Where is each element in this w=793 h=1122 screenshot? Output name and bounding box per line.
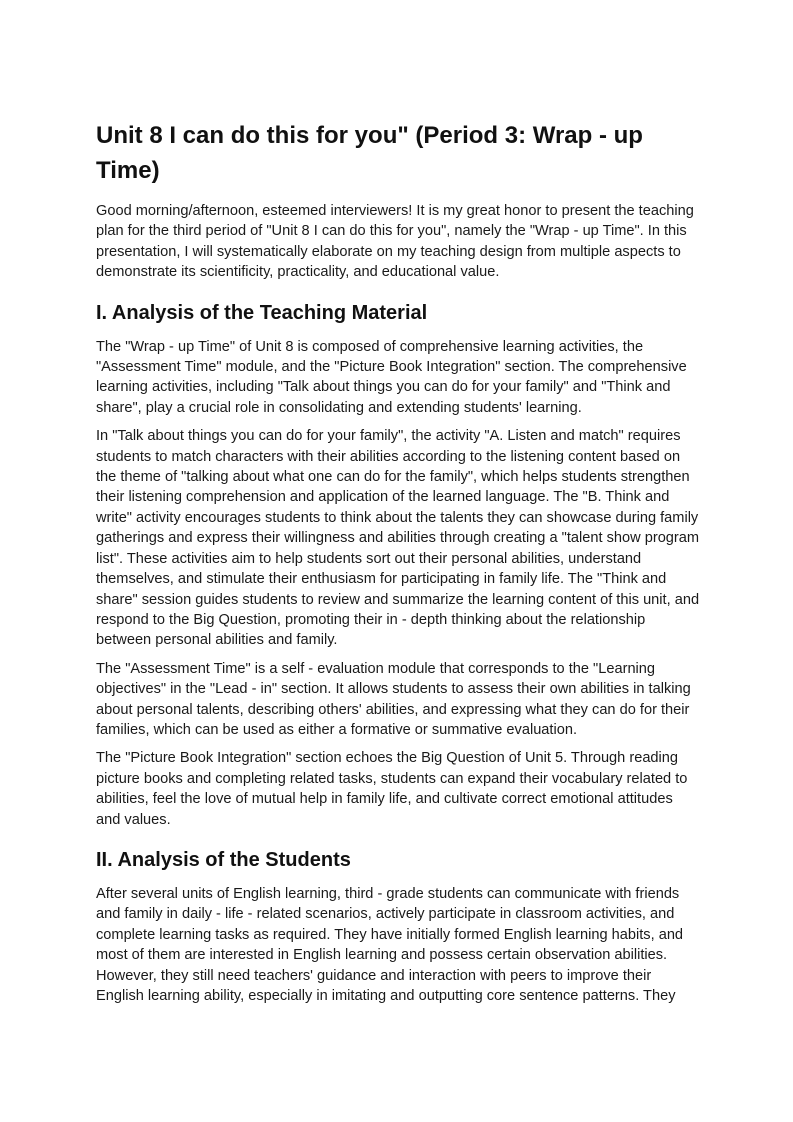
document-title: Unit 8 I can do this for you" (Period 3: Wrap - up Time) (96, 122, 643, 184)
section-teaching-material (96, 299, 700, 830)
section-heading: I. Analysis of the Teaching Material (96, 301, 428, 324)
body-paragraph: After several units of English learning, third - grade students can communicate with friends and family in daily - life - related scenarios, actively participate in classroom activities, and complete learning tasks as required. They have initially formed English learning habits, and most of them are interested in English learning and possess certain observation abilities. However, they still need teachers' guidance and interaction with peers to improve their English learning ability, especially in imitating and outputting core sentence patterns. They (96, 885, 684, 1004)
body-paragraph: In "Talk about things you can do for your family", the activity "A. Listen and match" requires students to match characters with their abilities according to the listening content based on the theme of "talking about what one can do for the family", which helps students strengthen their listening comprehension and application of the learned language. The "B. Think and write" activity encourages students to think about the talents they can showcase during family gatherings and express their willingness and abilities through creating a "talent show program list". These activities aim to help students sort out their personal abilities, understand themselves, and stimulate their enthusiasm for participating in family life. The "Think and share" session guides students to review and summarize the learning content of this unit, and respond to the Big Question, promoting their in - depth thinking about the relationship between personal abilities and family. (96, 428, 700, 649)
section-students (96, 846, 700, 1006)
document-page (96, 118, 700, 1014)
section-heading: II. Analysis of the Students (96, 848, 351, 871)
intro-paragraph: Good morning/afternoon, esteemed interviewers! It is my great honor to present the teaching plan for the third period of "Unit 8 I can do this for you", namely the "Wrap - up Time". In this presentation, I will systematically elaborate on my teaching design from multiple aspects to demonstrate its scientificity, practicality, and educational value. (96, 203, 694, 281)
body-paragraph: The "Wrap - up Time" of Unit 8 is composed of comprehensive learning activities, the "Assessment Time" module, and the "Picture Book Integration" section. The comprehensive learning activities, including "Talk about things you can do for your family" and "Think and share", play a crucial role in consolidating and extending students' learning. (96, 338, 687, 416)
body-paragraph: The "Assessment Time" is a self - evaluation module that corresponds to the "Learning objectives" in the "Lead - in" section. It allows students to assess their own abilities in talking about personal talents, describing others' abilities, and expressing what they can do for their families, which can be used as either a formative or summative evaluation. (96, 660, 691, 738)
body-paragraph: The "Picture Book Integration" section echoes the Big Question of Unit 5. Through reading picture books and completing related tasks, students can expand their vocabulary related to abilities, feel the love of mutual help in family life, and cultivate correct emotional attitudes and values. (96, 750, 688, 828)
